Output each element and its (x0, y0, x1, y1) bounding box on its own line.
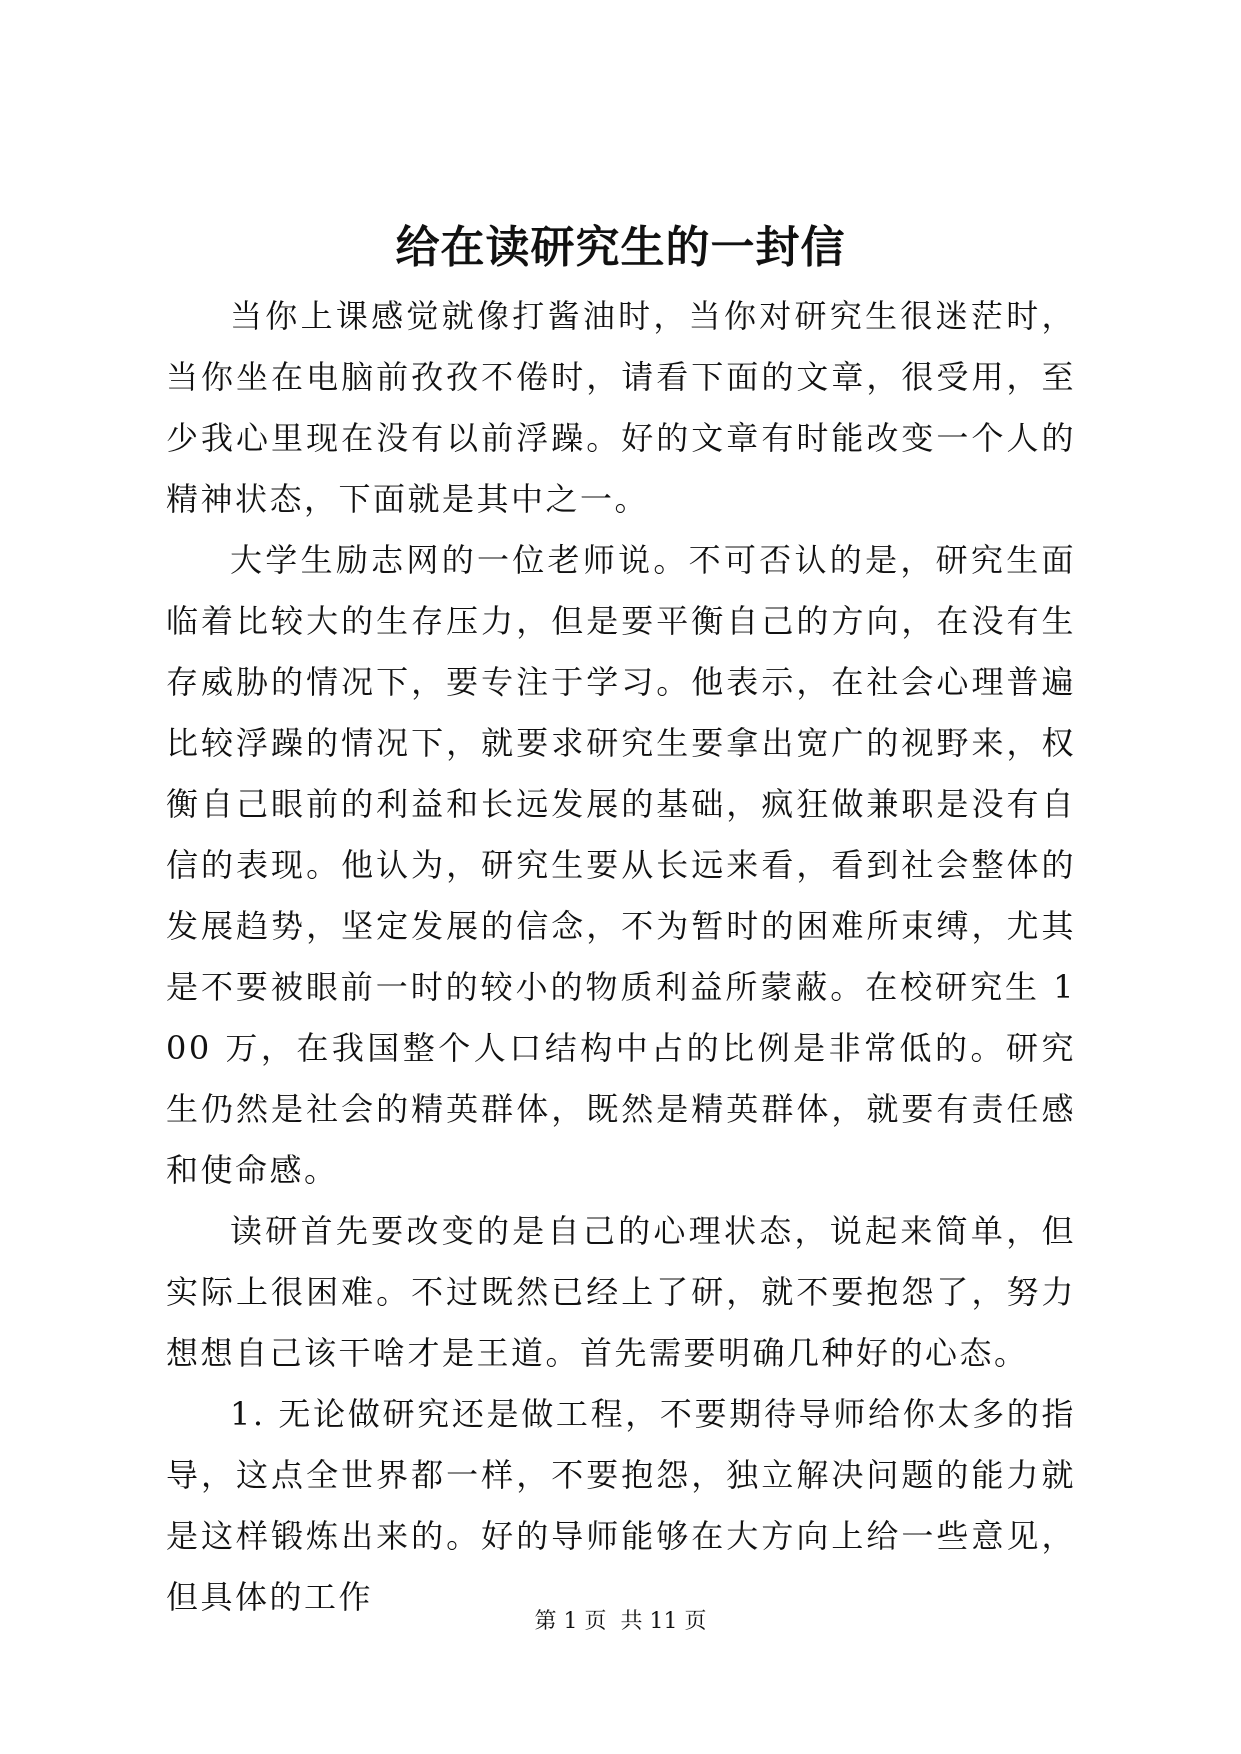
paragraph-intro: 当你上课感觉就像打酱油时，当你对研究生很迷茫时，当你坐在电脑前孜孜不倦时，请看下面的文章，很受用，至少我心里现在没有以前浮躁。好的文章有时能改变一个人的精神状态，下面就是其中之一。 (166, 297, 1076, 518)
paragraph-mindset: 读研首先要改变的是自己的心理状态，说起来简单，但实际上很困难。不过既然已经上了研，就不要抱怨了，努力想想自己该干啥才是王道。首先需要明确几种好的心态。 (166, 1212, 1076, 1372)
page-footer (0, 1607, 1241, 1637)
document-body (166, 286, 1076, 1628)
page-number-label: 第 1 页 共 11 页 (534, 1609, 707, 1634)
paragraph-teacher-quote: 大学生励志网的一位老师说。不可否认的是，研究生面临着比较大的生存压力，但是要平衡自己的方向，在没有生存威胁的情况下，要专注于学习。他表示，在社会心理普遍比较浮躁的情况下，就要求研究生要拿出宽广的视野来，权衡自己眼前的利益和长远发展的基础，疯狂做兼职是没有自信的表现。他认为，研究生要从长远来看，看到社会整体的发展趋势，坚定发展的信念，不为暂时的困难所束缚，尤其是不要被眼前一时的较小的物质利益所蒙蔽。在校研究生 100 万，在我国整个人口结构中占的比例是非常低的。研究生仍然是社会的精英群体，既然是精英群体，就要有责任感和使命感。 (166, 541, 1076, 1189)
document-title: 给在读研究生的一封信 (395, 222, 846, 273)
paragraph-point-1: 1. 无论做研究还是做工程，不要期待导师给你太多的指导，这点全世界都一样，不要抱怨，独立解决问题的能力就是这样锻炼出来的。好的导师能够在大方向上给一些意见，但具体的工作 (166, 1395, 1076, 1616)
